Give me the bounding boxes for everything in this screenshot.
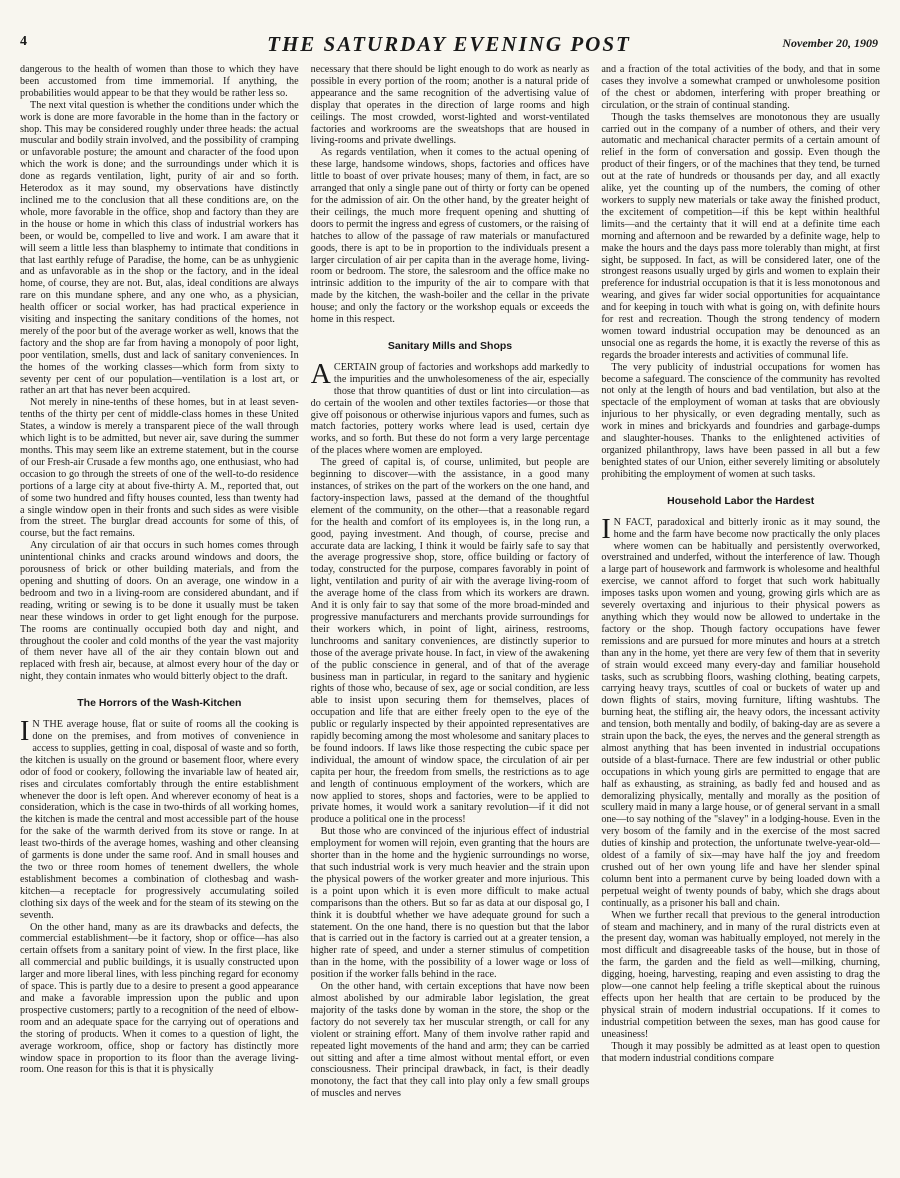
paragraph: dangerous to the health of women than those to which they have been accustomed from time immemorial. If anything, the probabilities would appear to be that they would be rather less so. (20, 64, 299, 99)
paragraph: necessary that there should be light enough to do work as nearly as possible in every portion of the room; another is a natural pride of appearance and the same recognition of the advertising value of display that operates in the direction of large rooms and high ceilings. The most crowded, worst-lighted and worst-ventilated factories and workrooms are the sweatshops that are housed in living-rooms and private dwellings. (310, 64, 590, 147)
paragraph (601, 513, 881, 910)
page-header (20, 34, 878, 56)
paragraph: On the other hand, many as are its drawbacks and defects, the commercial establishment—be it factory, shop or office—has also certain offsets from a sanitary point of view. In the first place, like all commercial and public buildings, it is usually constructed upon larger and more liberal lines, with less pinching regard for economy of space. This is partly due to a desire to present a good appearance and make a favorable impression upon the public and upon prospective customers; partly to a recognition of the need of elbow-room and an adequate space for the carrying out of operations and the storing of products. When it comes to a question of light, the average workroom, office, shop or factory has distinctly more window space in proportion to its floor than the average living-room. One reason for this is that it is physically (20, 921, 299, 1076)
drop-cap: A (310, 358, 331, 390)
page-number: 4 (20, 34, 27, 49)
article-columns (20, 64, 880, 1172)
section-heading: Sanitary Mills and Shops (387, 339, 513, 352)
paragraph-text: group of factories and workshops add markedly to the impurities and the unwholesomeness of the air, especially those that throw quantities of dust or lint into circulation—as do certain of the woolen and other textiles factories—or those that give off poisonous or otherwise injurious vapors and fumes, such as match factories, pottery works where lead is used, certain dye works, and so forth. But these do not form a very large percentage of the places where women are employed. (310, 361, 590, 457)
paragraph (310, 358, 590, 457)
lead-in: CERTAIN (333, 361, 377, 373)
paragraph: The very publicity of industrial occupations for women has become a safeguard. The conscience of the community has revolted not only at the length of hours and bad ventilation, but also at the spectacle of the employment of woman at tasks that are obviously injurious to her physically, or even degrading mentally, such as work in mines and brickyards and foundries and garbage-dumps and slaughter-houses. Thanks to the enlightened activities of organized philanthropy, laws have been passed in all but a few benighted states of our Union, either severely limiting or absolutely prohibiting the employment of women at such tasks. (601, 361, 881, 480)
paragraph: Though the tasks themselves are monotonous they are usually carried out in the company of a number of others, and their very automatic and mechanical character permits of a certain amount of relief in the form of conversation and gossip. Even though the product of their fingers, or of the machines that they tend, be turned out at the rate of hundreds or thousands per day, and all exactly alike, yet the counting up of the numbers, the coming of other workers to supply new materials or take away the finished product, the excitement of competition—if this be kept within healthful limits—and the certainty that it will end at a definite time each morning and afternoon and be rewarded by a definite wage, help to make the hours and the days pass more tolerably than might, at first sight, be supposed. In fact, as will be considered later, one of the strongest reasons usually urged by girls and women to explain their preference for industrial occupation is that it is less monotonous and wearing, and gives far wider social opportunities for acquaintance and for keeping in touch with what is going on, with definite hours for rest and recreation. Though the strong tendency of modern women toward industrial occupation may be denounced as an unsocial one as regards the home, it is exactly the reverse of this as regards the broader interests and activities of communal life. (601, 111, 881, 361)
paragraph: and a fraction of the total activities of the body, and that in some cases they involve a somewhat cramped or unwholesome position of the chest or abdomen, interfering with proper breathing or circulation, or the strain of continual standing. (601, 64, 881, 111)
drop-cap: I (601, 513, 611, 545)
paragraph: Any circulation of air that occurs in such homes comes through unintentional chinks and cracks around windows and doors, the porousness of brick or other building materials, and from the opening and shutting of doors. On an average, one window in a bedroom and two in a living-room are considered abundant, and if reading, writing or sewing is to be done it usually must be taken near these windows in order to get light enough for the purpose. The rooms are continually occupied both day and night, and throughout the cooler and cold months of the year the vast majority of them never have all of the air they contain blown out and replaced with fresh air, because, at almost every hour of the day or night, they contain inmates who would bitterly object to the draft. (20, 540, 299, 683)
lead-in: N FACT, (613, 516, 653, 528)
column-3 (601, 64, 880, 1172)
paragraph-text: average house, flat or suite of rooms all the cooking is done on the premises, and from motives of convenience in access to supplies, getting in coal, disposal of waste and so forth, the kitchen is usually on the ground or basement floor, where every odor of food or cookery, following the invariable law of heated air, rises and circulates comfortably through the entire establishment whenever the door is left open. And wherever economy of heat is a consideration, which is the case in two-thirds of all working homes, the kitchen is made the central and most accessible part of the house for the sake of the warmth derived from its stove or range. In at least two-thirds of the average homes, washing and other cleansing of garments is done under the same roof. And in small houses and the two or three room homes of tenement dwellers, the whole establishment becomes a combination of clothesbag and wash-kitchen—a receptacle for progressively accumulating soiled clothing six days of the week and for the steam of its stewing on the seventh. (20, 719, 299, 921)
drop-cap: I (20, 716, 30, 748)
section-heading: Household Labor the Hardest (667, 494, 815, 507)
section-heading: The Horrors of the Wash-Kitchen (77, 697, 242, 710)
masthead-title: THE SATURDAY EVENING POST (267, 32, 631, 56)
paragraph: As regards ventilation, when it comes to the actual opening of these large, handsome windows, shops, factories and offices have little to boast of over private houses; many of them, in fact, are so arranged that only a single pane out of thirty or forty can be opened for the admission of air. On the other hand, by the greater height of their ceilings, the much more frequent opening and shutting of doors to permit the ingress and egress of customers, or the raising of hatches to allow of the passage of raw materials or manufactured goods, there is apt to be in proportion to the individuals present a larger circulation of air per capita than in the average home, living-room or bedroom. The store, the salesroom and the office make no intrinsic addition to the impurity of the air to compare with that made by the kitchen, the wash-boiler and the cellar in the private house; and only the factory or the workshop equals or exceeds the home in this respect. (310, 147, 590, 326)
lead-in: N THE (32, 719, 63, 731)
paragraph-text: paradoxical and bitterly ironic as it may sound, the home and the farm have become now practically the only places where women can be habitually and persistently overworked, overstrained and underfed, without the interference of law. Though a large part of housework and farmwork is wholesome and healthful exercise, we cannot afford to forget that such work habitually imposes tasks upon women and young, growing girls which are as severely overtaxing and injurious to their physical powers as anything which they would now be allowed to undertake in the factory or the shop. Though factory occupations have fewer remissions and are pursued for more minutes and hours at a stretch than any in the home, yet there are very few of them that in severity of strain would exceed many every-day and familiar household tasks, such as scrubbing floors, washing clothing, beating carpets, carrying heavy trays, scuttles of coal or buckets of water up and down flights of stairs, moving furniture, lifting washtubs. The burning heat, the stifling air, the heavy odors, the incessant activity and tension, both mentally and bodily, of baking-day are as severe a strain upon the back, the eyes, the nerves and the general strength as almost anything that has been invented in industrial occupations outside of a blast-furnace. There are few industrial or other public occupations in which young girls are permitted to engage that are half as exhausting, as straining, as badly fed and housed and as demoralizing physically, mentally and morally as the position of scullery maid in many a large house, or of general servant in a small one—to say nothing of the "slavey" in a lodging-house. Even in the very bosom of the family and in the exercise of the most sacred duties of kinship and protection, the unfortunate twelve-year-old—oldest of a family of six—may have half the joy and freedom crushed out of her own young life and have her slender spinal column bent into a permanent curve by being loaded down with a perpetual weight of twenty pounds of baby, which she drags about continually, as a prisoner his ball and chain. (601, 516, 881, 909)
paragraph: On the other hand, with certain exceptions that have now been almost abolished by our admirable labor legislation, the great majority of the tasks done by woman in the store, the shop or the factory do not severely tax her muscular strength, or call for any violent or straining effort. Many of them involve rather rapid and repeated light movements of the hand and arm; they can be carried out sitting and after a time almost without mental effort, or even consciousness. Their principal drawback, in fact, is their deadly monotony, the fact that they call into play only a few small groups of muscles and nerves (310, 981, 590, 1100)
paragraph: Though it may possibly be admitted as at least open to question that modern industrial conditions compare (601, 1040, 881, 1064)
column-1 (20, 64, 299, 1172)
paragraph: The next vital question is whether the conditions under which the work is done are more favorable in the home than in the factory or shop. This may be considered roughly under three heads: the actual muscular and bodily strain involved, and the possibility of cramping or unfavorable posture; the amount and character of the food upon which the work is done; and the surroundings under which it is done as regards ventilation, light, purity of air and so forth. Heterodox as it may sound, my observations have distinctly inclined me to the conclusion that all these conditions are, on the whole, more favorable in the office, shop and factory than they are in the house or home in which this class of industrial workers has been, or would be, compelled to live and work. I am aware that it will seem a little less than blasphemy to intimate that conditions in that last earthly refuge of Paradise, the home, can be as unhygienic and as unfavorable as in the shop or the factory, and in the ideal home, of course, they are not. But, alas, ideal conditions are always rare on this mundane sphere, and any one who, as a physician, health officer or social worker, has had practical experience in visiting and inspecting the sanitary conditions of the homes, not merely of the poor but of the average worker as well, knows that the factory and the shop are far from having a monopoly of poor light, poor ventilation, smells, dust and lack of sanitary conveniences. In the homes of the working classes—which form from sixty to seventy per cent of our population—ventilation is a lost art, or rather an art that has never been acquired. (20, 99, 299, 397)
paragraph (20, 716, 299, 921)
paragraph: When we further recall that previous to the general introduction of steam and machinery, and in many of the rural districts even at the present day, woman was habitually employed, not merely in the most difficult and disagreeable tasks of the house, but in those of the farm, the garden and the field as well—milking, churning, digging, hoeing, harvesting, reaping and even assisting to drag the plow—one cannot help feeling a trifle skeptical about the ruinous effects upon her health that are certain to be produced by the physical strain of modern industrial occupations. If it comes to industrial competition between the sexes, man has good cause for uneasiness! (601, 909, 881, 1040)
column-2 (311, 64, 590, 1172)
paragraph: The greed of capital is, of course, unlimited, but people are beginning to discover—with the assistance, in a good many instances, of strikes on the part of the workers on the one hand, and factory-inspection laws, passed at the demand of the thoughtful element of the community, on the other—that a reasonable regard for the health and comfort of its employees is, in the long run, a good, paying investment. And though, of course, precise and accurate data are lacking, I think it would be fairly safe to say that the average progressive shop, store, office building or factory of today, constructed for the purpose, compares favorably in point of light, ventilation and purity of air with the average living-room of the average home of the class from which its workers are drawn. And it is only fair to say that some of the more broad-minded and progressive manufacturers and merchants provide surroundings for their workers which, in point of light, airiness, restrooms, lunchrooms and sanitary conveniences, are distinctly superior to those of the average private house. In fact, in view of the awakening of the public conscience in general, and of that of the average business man in particular, in regard to the sanitary and hygienic rights of those who, because of sex, age or social condition, are less able to insist upon securing them for themselves, places of occupation and life that are either freely open to the eye of the public or regularly inspected by their appointed representatives are rapidly becoming among the most wholesome and sanitary places to be found indoors. If laws like those respecting the cubic space per individual, the amount of window space, the circulation of air per capita per hour, the freedom from smells, the restrictions as to age and length of continuous employment of the workers, which are now applied to stores, shops and factories, were to be applied to private homes, it would work a sanitary revolution—if it did not produce a political one in the process! (310, 457, 590, 826)
issue-date: November 20, 1909 (782, 36, 878, 50)
paragraph: Not merely in nine-tenths of these homes, but in at least seven-tenths of the thirty per cent of middle-class homes in these United States, a window is merely a transparent piece of the wall through which light is to be admitted, but never air, save during the summer months. This may seem like an extreme statement, but in the course of our Fresh-air Crusade a few months ago, one enthusiast, who had occasion to go through the streets of one of the well-to-do residence portions of a large city at about five-thirty A. M., reported that, out of some two hundred and fifty houses counted, less than twenty had a single window open in their fronts and such sides as were visible from the street. The burglar dread accounts for some of this, of course, but the fact remains. (20, 397, 299, 540)
paragraph: But those who are convinced of the injurious effect of industrial employment for women will rejoin, even granting that the hours are shorter than in the home and the hygienic surroundings no worse, that such industrial work is very much heavier and the strain upon the physical powers of the worker greater and more injurious. This is a point upon which it is even more difficult to make actual comparisons than the others. But so far as data at our disposal go, I think it is doubtful whether we have adequate ground for such a statement. On the one hand, there is no question but that the labor that is carried out in the factory is carried out at a greater tension, a higher rate of speed, and under a sterner stimulus of competition than in the home, with the possibility of a lower wage or loss of position if the worker falls behind in the race. (310, 826, 590, 981)
